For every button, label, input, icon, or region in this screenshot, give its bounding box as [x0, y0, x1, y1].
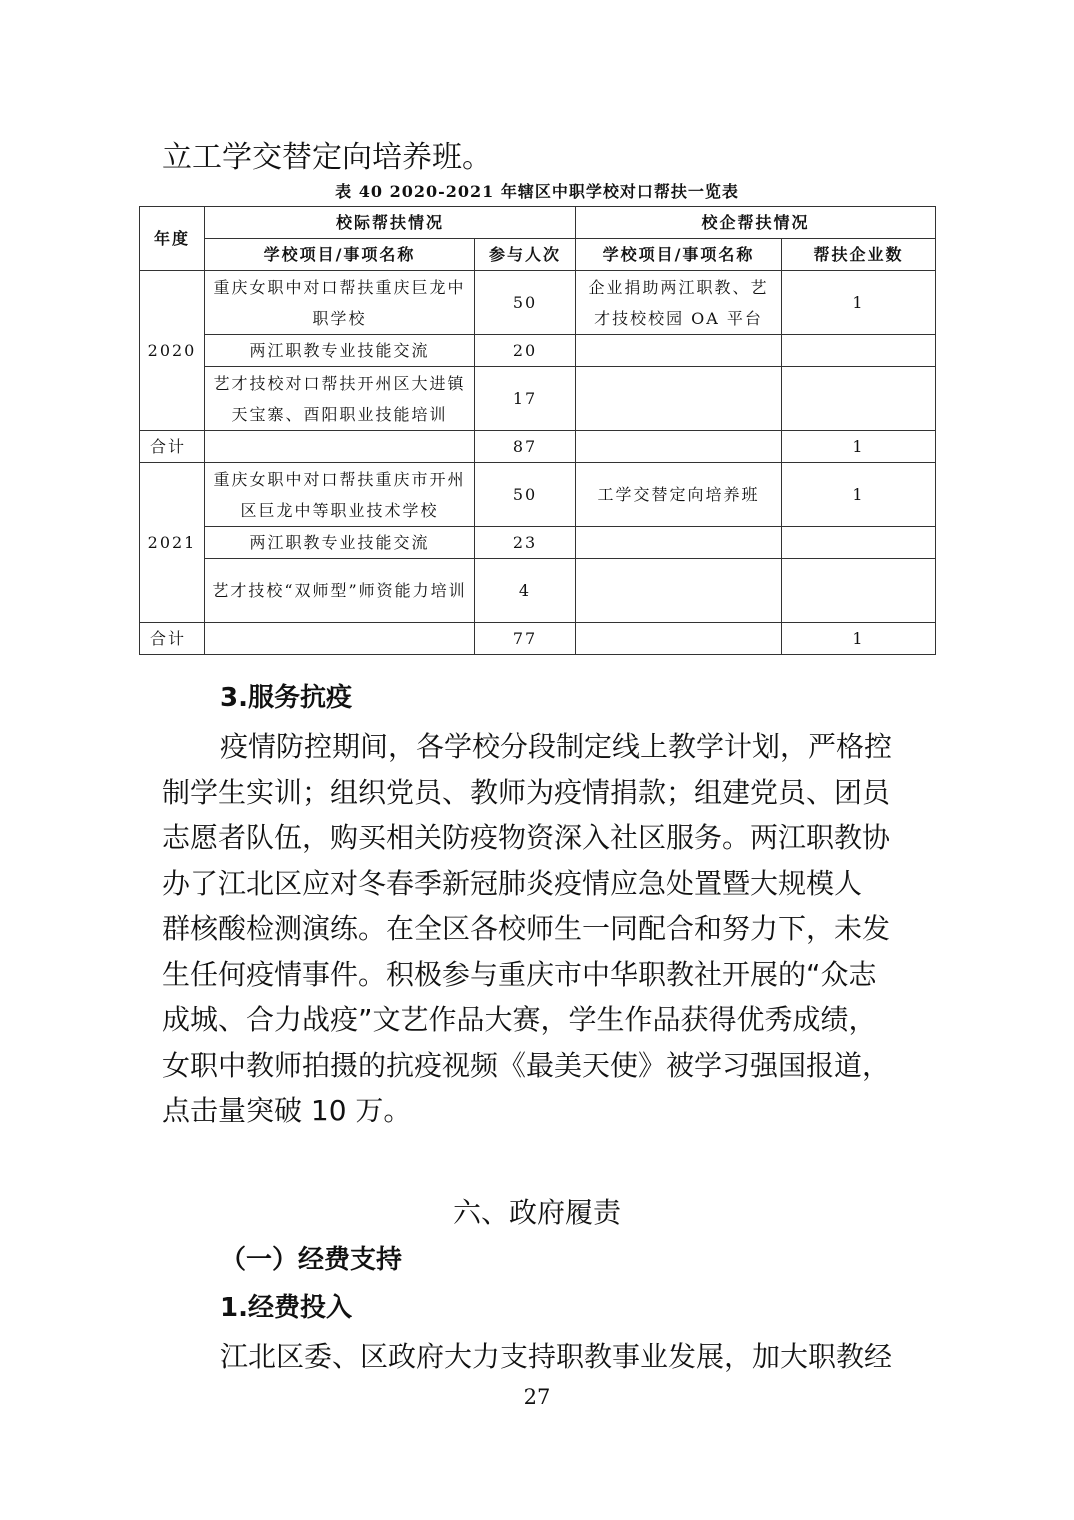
- project-cell: 艺才技校对口帮扶开州区大进镇天宝寨、酉阳职业技能培训: [205, 367, 475, 431]
- ent-count-cell: [782, 527, 936, 559]
- item1-paragraph: [220, 1334, 920, 1380]
- ent-count-cell: [782, 559, 936, 623]
- count-cell: 23: [475, 527, 576, 559]
- total-project-cell: [205, 431, 475, 463]
- paragraph-line: 点击量突破 10 万。: [162, 1094, 412, 1127]
- table-row: [140, 559, 936, 623]
- count-cell: 17: [475, 367, 576, 431]
- project-cell: 艺才技校“双师型”师资能力培训: [205, 559, 475, 623]
- paragraph-line: 办了江北区应对冬春季新冠肺炎疫情应急处置暨大规模人: [162, 866, 863, 900]
- item1-heading: 1.经费投入: [220, 1293, 352, 1323]
- ent-project-cell: 工学交替定向培养班: [576, 463, 782, 527]
- project-cell: 两江职教专业技能交流: [205, 335, 475, 367]
- paragraph-line: 志愿者队伍，购买相关防疫物资深入社区服务。两江职教协: [162, 821, 891, 854]
- header-ent-count: 帮扶企业数: [782, 239, 936, 271]
- header-count: 参与人次: [475, 239, 576, 271]
- paragraph-line: 群核酸检测演练。在全区各校师生一同配合和努力下，未发: [162, 912, 891, 945]
- count-cell: 20: [475, 335, 576, 367]
- paragraph-line: 女职中教师拍摄的抗疫视频《最美天使》被学习强国报道，: [162, 1048, 891, 1082]
- total-project-cell: [205, 623, 475, 655]
- table-header-row: [140, 207, 936, 239]
- ent-count-cell: 1: [782, 463, 936, 527]
- total-ent-count: 1: [782, 623, 936, 655]
- ent-count-cell: 1: [782, 271, 936, 335]
- project-cell: 重庆女职中对口帮扶重庆巨龙中职学校: [205, 271, 475, 335]
- ent-count-cell: [782, 335, 936, 367]
- ent-project-cell: 企业捐助两江职教、艺才技校校园 OA 平台: [576, 271, 782, 335]
- ent-project-cell: [576, 527, 782, 559]
- intro-text: 立工学交替定向培养班。: [162, 140, 492, 175]
- total-row: [140, 623, 936, 655]
- ent-count-cell: [782, 367, 936, 431]
- project-cell: 重庆女职中对口帮扶重庆市开州区巨龙中等职业技术学校: [205, 463, 475, 527]
- table-row: [140, 271, 936, 335]
- header-school-group: 校际帮扶情况: [205, 207, 576, 239]
- ent-project-cell: [576, 559, 782, 623]
- count-cell: 50: [475, 271, 576, 335]
- assistance-table: [139, 206, 936, 655]
- table-row: [140, 527, 936, 559]
- ent-project-cell: [576, 367, 782, 431]
- total-count: 77: [475, 623, 576, 655]
- page-number: 27: [523, 1385, 551, 1409]
- table-row: [140, 463, 936, 527]
- header-ent-project: 学校项目/事项名称: [576, 239, 782, 271]
- section3-paragraph: [162, 724, 914, 1134]
- year-cell: 2021: [140, 463, 205, 623]
- total-count: 87: [475, 431, 576, 463]
- table-row: [140, 367, 936, 431]
- project-cell: 两江职教专业技能交流: [205, 527, 475, 559]
- total-label: 合计: [140, 623, 205, 655]
- header-project: 学校项目/事项名称: [205, 239, 475, 271]
- subsection-heading: （一）经费支持: [220, 1245, 403, 1275]
- total-row: [140, 431, 936, 463]
- header-enterprise-group: 校企帮扶情况: [576, 207, 936, 239]
- chapter-title: 六、政府履责: [452, 1196, 621, 1229]
- total-ent-project-cell: [576, 431, 782, 463]
- paragraph-line: 成城、合力战疫”文艺作品大赛，学生作品获得优秀成绩，: [162, 1003, 877, 1036]
- count-cell: 50: [475, 463, 576, 527]
- table-caption: 表 40 2020-2021 年辖区中职学校对口帮扶一览表: [335, 182, 739, 201]
- ent-project-cell: [576, 335, 782, 367]
- table-subheader-row: [140, 239, 936, 271]
- paragraph-line: 制学生实训；组织党员、教师为疫情捐款；组建党员、团员: [162, 775, 891, 809]
- total-label: 合计: [140, 431, 205, 463]
- table-row: [140, 335, 936, 367]
- year-cell: 2020: [140, 271, 205, 431]
- total-ent-count: 1: [782, 431, 936, 463]
- section3-heading: 3.服务抗疫: [220, 683, 352, 713]
- paragraph-line: 疫情防控期间，各学校分段制定线上教学计划，严格控: [220, 730, 893, 763]
- total-ent-project-cell: [576, 623, 782, 655]
- header-year: 年度: [140, 207, 205, 271]
- paragraph-line: 江北区委、区政府大力支持职教事业发展，加大职教经: [220, 1340, 893, 1373]
- paragraph-line: 生任何疫情事件。积极参与重庆市中华职教社开展的“众志: [162, 957, 877, 991]
- count-cell: 4: [475, 559, 576, 623]
